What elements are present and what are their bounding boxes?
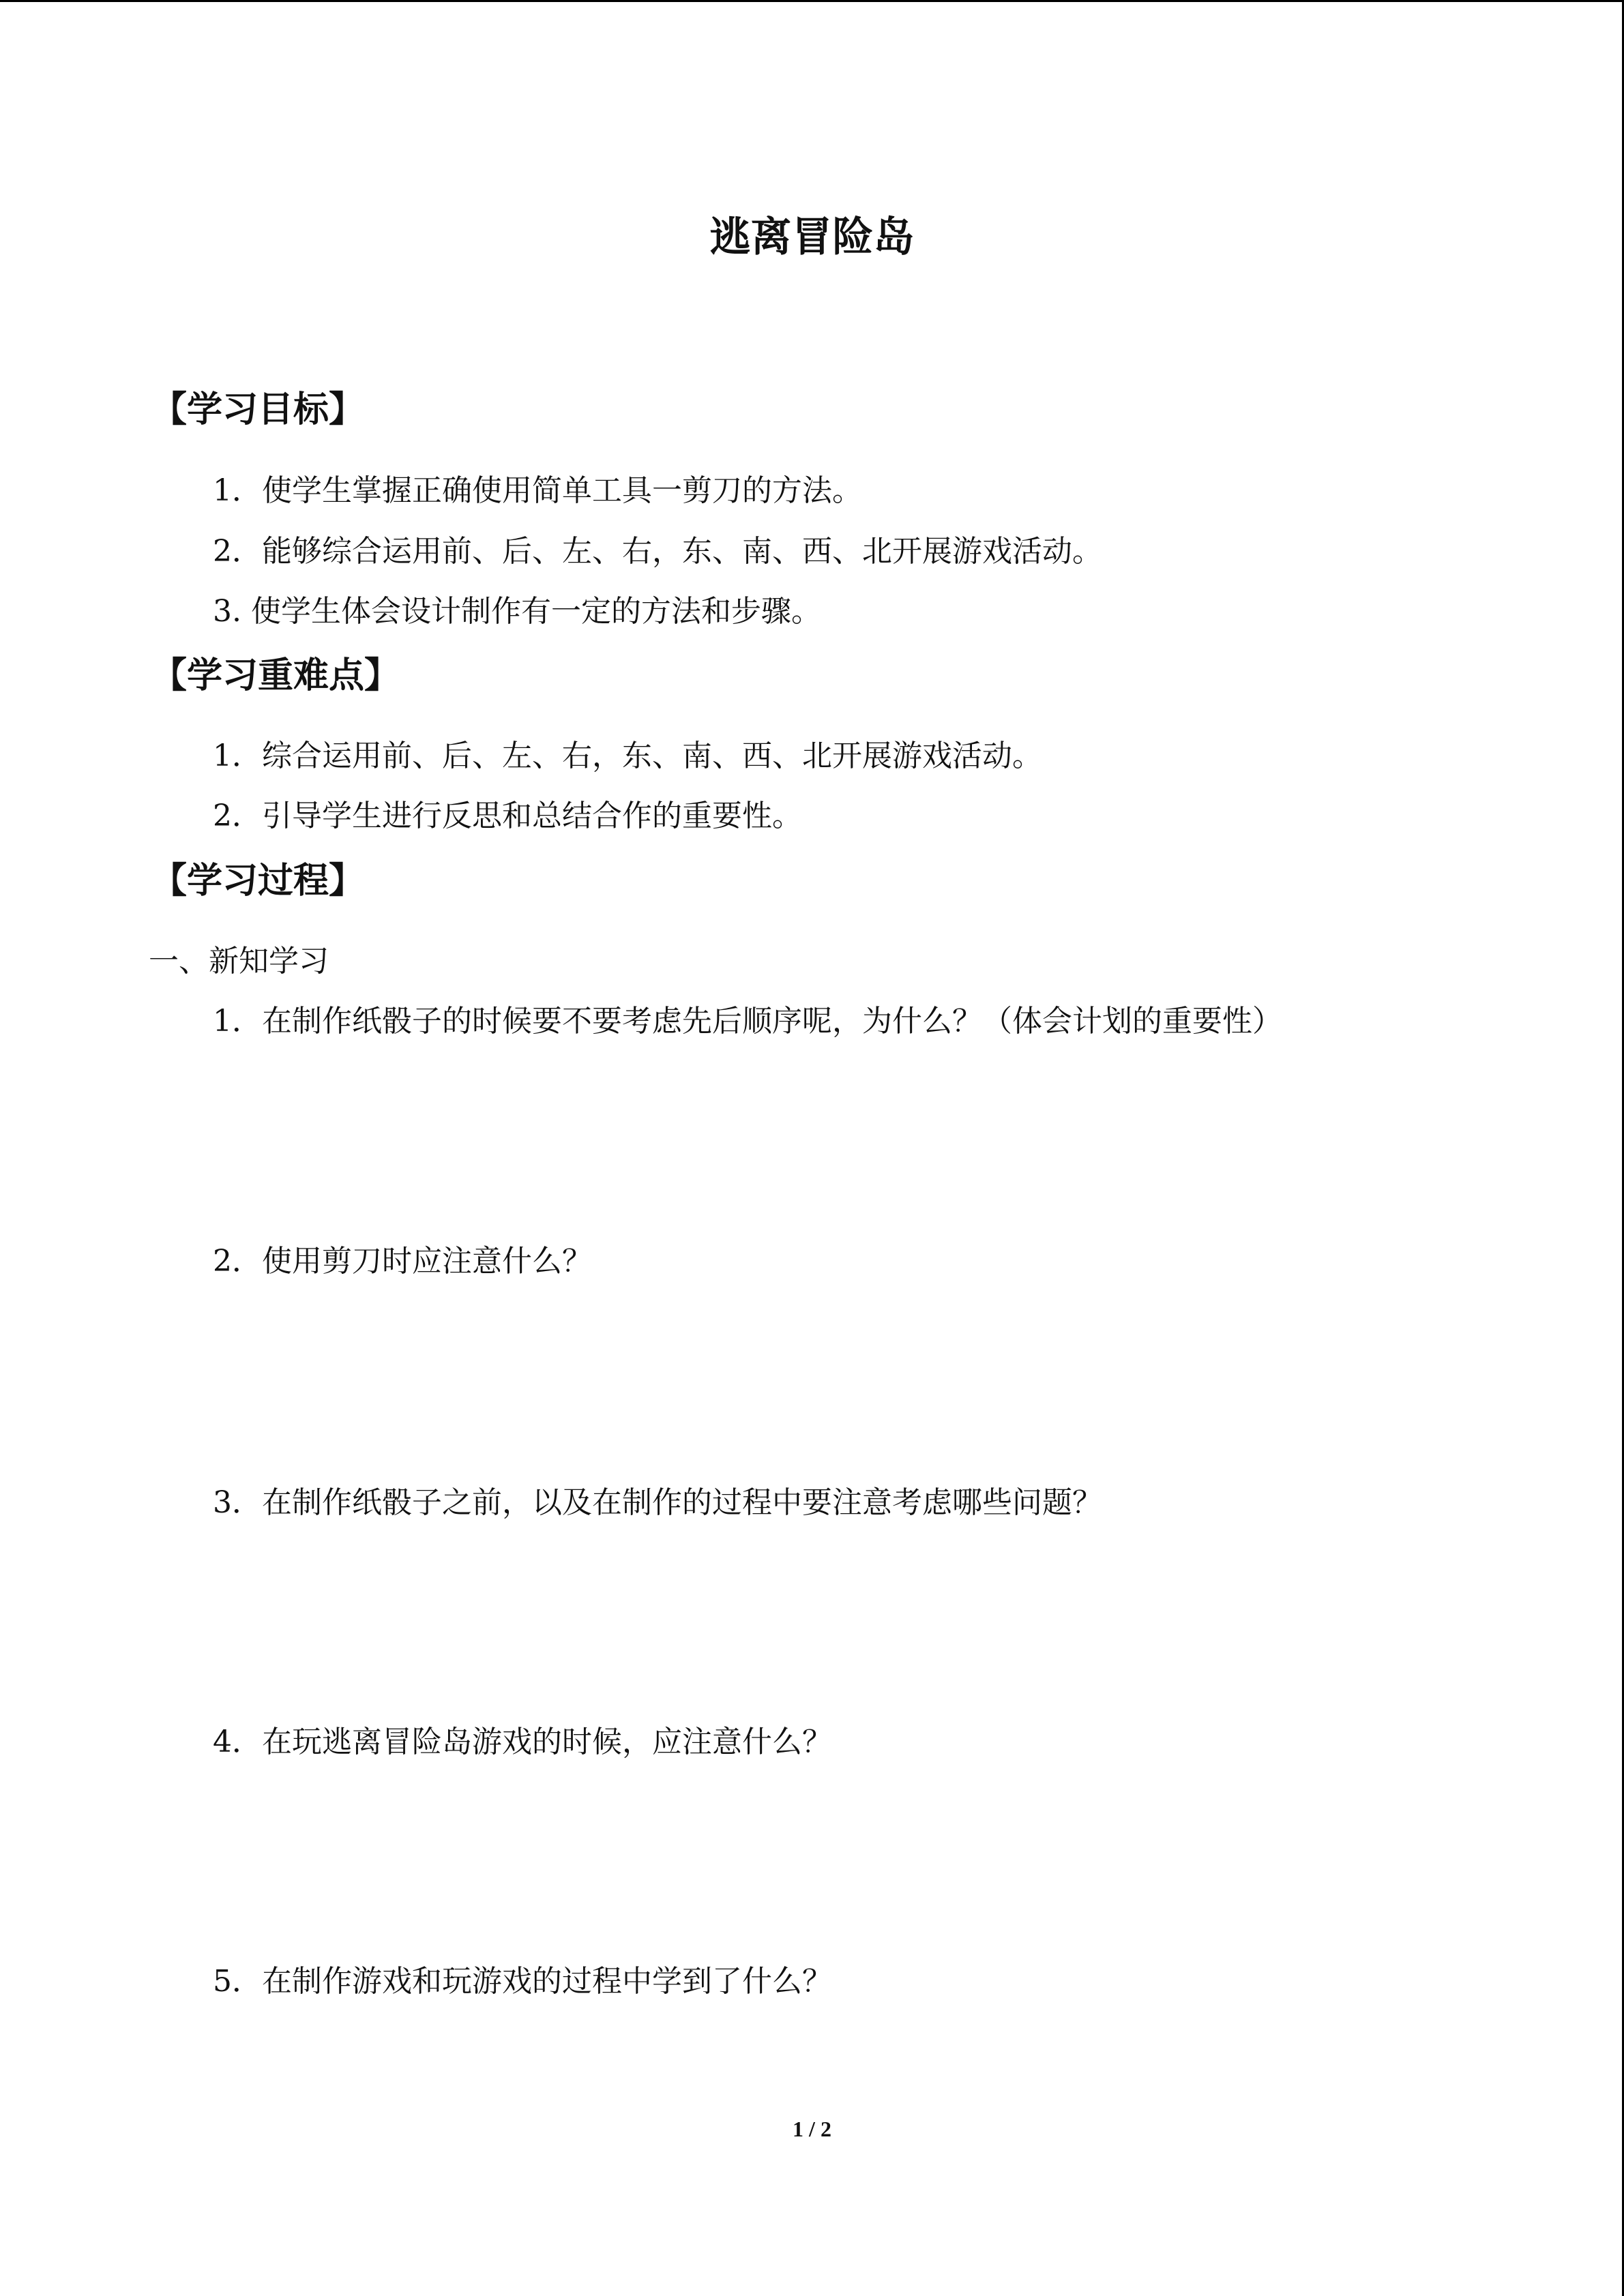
objective-item: 2．能够综合运用前、后、左、右，东、南、西、北开展游戏活动。 bbox=[213, 534, 1102, 569]
objective-item: 1．使学生掌握正确使用简单工具一剪刀的方法。 bbox=[213, 473, 862, 508]
page-number: 1 / 2 bbox=[793, 2117, 831, 2141]
key-point-item: 2．引导学生进行反思和总结合作的重要性。 bbox=[213, 799, 802, 833]
question-item: 3．在制作纸骰子之前，以及在制作的过程中要注意考虑哪些问题？ bbox=[213, 1485, 1102, 1520]
section-heading-key-points: 【学习重难点】 bbox=[151, 655, 400, 696]
question-item: 1．在制作纸骰子的时候要不要考虑先后顺序呢，为什么？（体会计划的重要性） bbox=[213, 1004, 1282, 1039]
question-item: 2．使用剪刀时应注意什么？ bbox=[213, 1244, 592, 1279]
question-item: 5．在制作游戏和玩游戏的过程中学到了什么？ bbox=[213, 1964, 832, 1999]
objective-item: 3. 使学生体会设计制作有一定的方法和步骤。 bbox=[213, 594, 821, 629]
subsection-title: 一、新知学习 bbox=[149, 944, 329, 979]
section-heading-objectives: 【学习目标】 bbox=[151, 389, 365, 430]
question-item: 4．在玩逃离冒险岛游戏的时候，应注意什么？ bbox=[213, 1725, 832, 1759]
section-heading-process: 【学习过程】 bbox=[151, 861, 365, 901]
key-point-item: 1．综合运用前、后、左、右，东、南、西、北开展游戏活动。 bbox=[213, 739, 1042, 773]
document-title: 逃离冒险岛 bbox=[709, 213, 915, 261]
